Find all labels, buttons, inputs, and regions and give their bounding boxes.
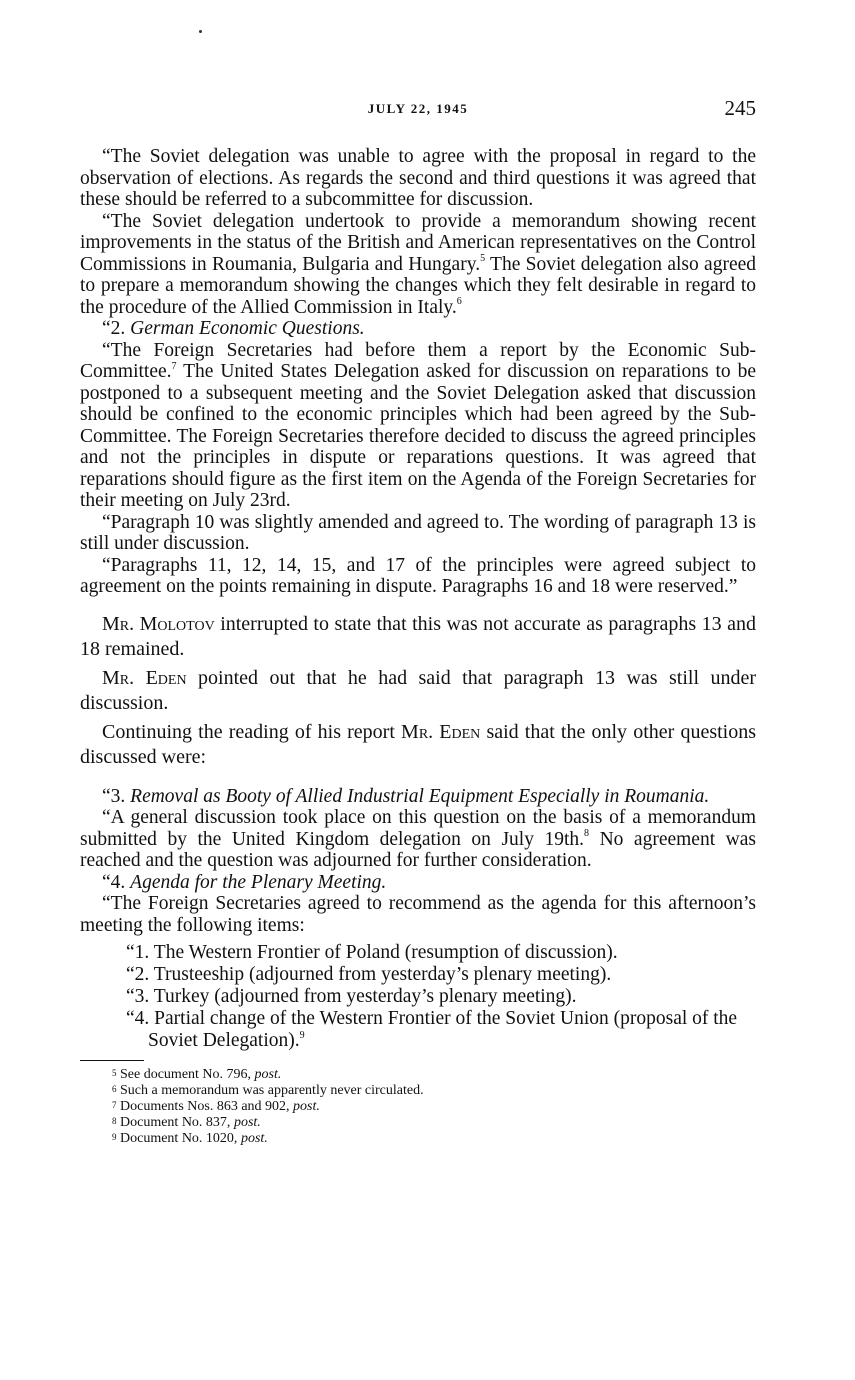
- footnote-italic: post.: [254, 1067, 282, 1082]
- paragraph-text: The Soviet delegation also agreed to prepare a memorandum showing the changes which they felt desirable in regard to the procedure of the Allied Commission in Italy.: [80, 253, 757, 318]
- agenda-item: “1. The Western Frontier of Poland (resumption of discussion).: [126, 942, 618, 963]
- footnotes: [80, 1067, 756, 1147]
- paragraph-text: “The Soviet delegation undertook to provide a memorandum showing recent improvements in the status of the British and American representatives on the Control Commissions in Roumania, Bulgaria and Hungary.: [80, 210, 756, 275]
- footnote: [80, 1099, 756, 1115]
- footnote: [80, 1067, 756, 1083]
- page-number: 245: [724, 96, 756, 120]
- paragraph-text: interrupted to state that this was not accurate as paragraphs 13 and 18 remained.: [80, 612, 757, 660]
- document-page: [80, 0, 756, 1147]
- speaker-name: Mr. Eden: [401, 720, 481, 743]
- footnote-ref-9: 9: [299, 1029, 305, 1041]
- paragraph-text: “A general discussion took place on this question on the basis of a memorandum submitted by the United Kingdom delegation on July 19th.: [80, 807, 756, 850]
- footnote: [80, 1083, 756, 1099]
- paragraph-text: pointed out that he had said that paragraph 13 was still under discussion.: [80, 666, 756, 714]
- section-heading-4: [80, 872, 756, 894]
- footnote-italic: post.: [293, 1099, 320, 1114]
- agenda-item: “3. Turkey (adjourned from yesterday’s plenary meeting).: [126, 986, 577, 1007]
- paragraph-text: Continuing the reading of his report: [102, 720, 402, 743]
- footnote-body: Such a memorandum was apparently never circulated.: [120, 1083, 424, 1098]
- continuing-paragraph: [80, 720, 756, 770]
- paragraph-elections: “The Soviet delegation was unable to agree with the proposal in regard to the observation of elections. As regards the second and third questions it was agreed that these should be referred to a subcommittee for discussion.: [80, 146, 756, 210]
- paragraph-agenda-intro: “The Foreign Secretaries agreed to recommend as the agenda for this afternoon’s meeting the following items:: [80, 893, 756, 936]
- running-head: JULY 22, 1945: [367, 101, 469, 116]
- footnote-body: Document No. 837,: [120, 1115, 234, 1130]
- footnote-number: 5: [112, 1068, 117, 1078]
- paragraph-booty: [80, 807, 756, 872]
- section-number: “2.: [102, 318, 131, 339]
- quoted-report-part-1: [80, 146, 756, 598]
- paragraph-10: “Paragraph 10 was slightly amended and agreed to. The wording of paragraph 13 is still under discussion.: [80, 511, 756, 554]
- footnote-ref-7: 7: [171, 360, 177, 372]
- footnote-text: [112, 1115, 261, 1130]
- section-heading-3: [80, 786, 756, 808]
- page-header: [80, 96, 756, 124]
- footnote-italic: post.: [233, 1115, 261, 1130]
- paragraph-text: The United States Delegation asked for discussion on reparations to be postponed to a subsequent meeting and the Soviet Delegation asked that discussion should be confined to the economic principles which had been agreed by the Sub-Committee. The Foreign Secretaries therefore decided to discuss the agreed principles and not the principles in dispute or reparations questions. It was agreed that reparations should figure as the first item on the Agenda of the Foreign Secretaries for their meeting on July 23rd.: [80, 361, 756, 511]
- paragraph-memorandum: [80, 211, 756, 319]
- section-number: “4.: [102, 871, 131, 893]
- footnote-ref-6: 6: [456, 296, 462, 307]
- section-number: “3.: [102, 785, 131, 807]
- section-title: Agenda for the Plenary Meeting.: [130, 871, 387, 893]
- speaker-name: Mr. Molotov: [102, 612, 215, 635]
- quoted-report-part-2: [80, 786, 756, 937]
- footnote-body: Document No. 1020,: [120, 1131, 241, 1146]
- paragraph-economic: [80, 340, 756, 512]
- paragraph-text: said that the only other questions discussed were:: [80, 720, 756, 768]
- footnote-body: See document No. 796,: [120, 1067, 255, 1082]
- footnote-ref-5: 5: [480, 253, 486, 264]
- section-title: German Economic Questions.: [130, 318, 365, 339]
- footnote-italic: post.: [240, 1131, 268, 1146]
- footnote-number: 6: [112, 1084, 117, 1094]
- footnote-text: [112, 1099, 320, 1114]
- footnote-body: Documents Nos. 863 and 902,: [120, 1099, 294, 1114]
- footnote-text: [112, 1067, 281, 1082]
- agenda-list: [80, 942, 756, 1052]
- agenda-item-text: “4. Partial change of the Western Frontier of the Soviet Union (proposal of the Soviet Delegation).: [126, 1008, 738, 1051]
- paragraph-text: No agreement was reached and the question was adjourned for further consideration.: [80, 828, 756, 871]
- footnote-ref-8: 8: [584, 828, 590, 839]
- agenda-item: [80, 1008, 756, 1052]
- footnote-text: [112, 1083, 424, 1098]
- footnote-number: 8: [112, 1116, 117, 1126]
- footnote-rule: [80, 1060, 144, 1061]
- footnote: [80, 1115, 756, 1131]
- eden-paragraph: [80, 666, 756, 716]
- agenda-item: “2. Trusteeship (adjourned from yesterday’s plenary meeting).: [126, 964, 612, 985]
- paragraphs-agreed: “Paragraphs 11, 12, 14, 15, and 17 of the principles were agreed subject to agreement on the points remaining in dispute. Paragraphs 16 and 18 were reserved.”: [80, 554, 756, 597]
- footnote-text: [112, 1131, 268, 1146]
- paragraph-text: “The Foreign Secretaries had before them a report by the Economic Sub-Committee.: [80, 339, 756, 382]
- speaker-name: Mr. Eden: [102, 666, 187, 689]
- section-title: Removal as Booty of Allied Industrial Equipment Especially in Roumania.: [130, 785, 710, 807]
- section-heading-2: [80, 318, 756, 340]
- molotov-paragraph: [80, 612, 756, 662]
- footnote-number: 9: [112, 1132, 117, 1142]
- footnote: [80, 1131, 756, 1147]
- narrative: [80, 612, 756, 770]
- footnote-number: 7: [112, 1100, 117, 1110]
